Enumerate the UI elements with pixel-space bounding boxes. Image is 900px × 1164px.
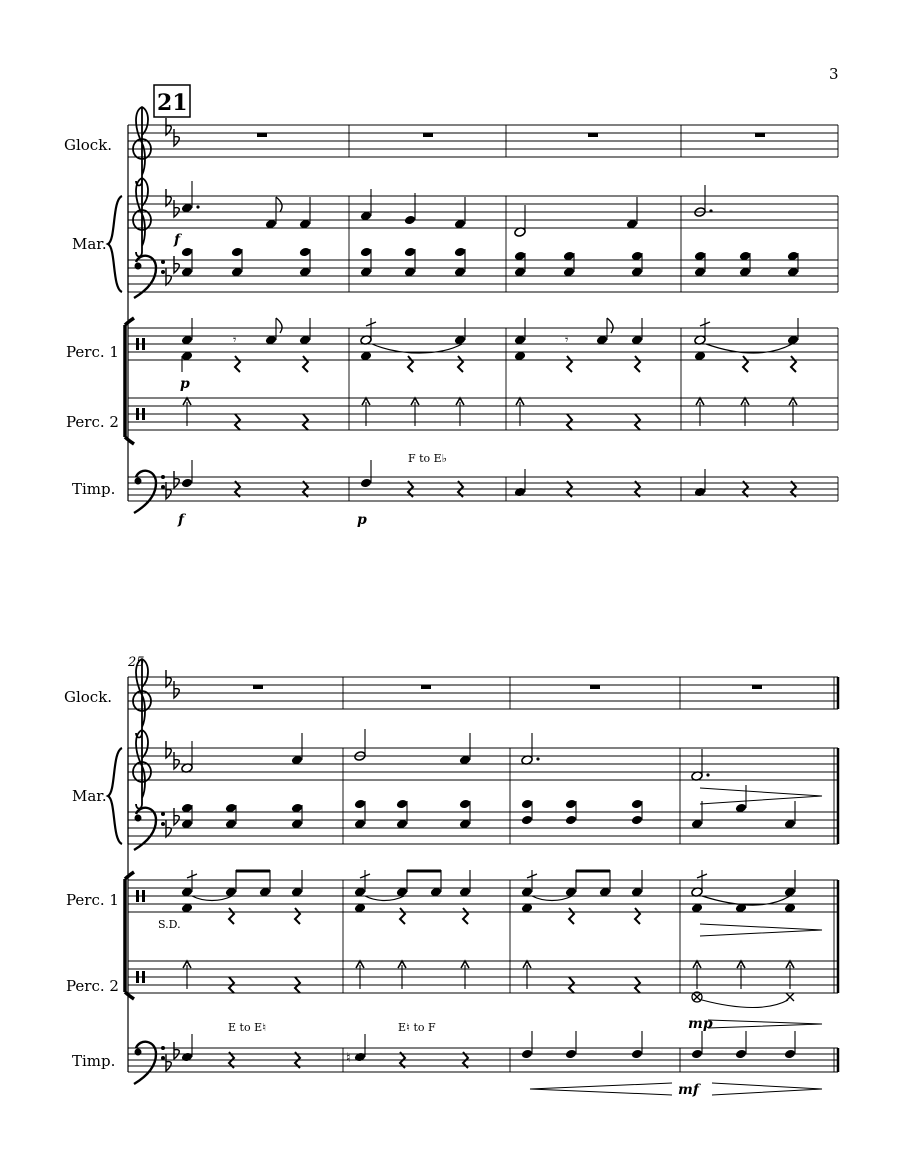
instrument-label-mar-2: Mar. [72,787,107,805]
timp-tuning-1: F to E♭ [408,452,447,465]
perc1-staff-2 [128,880,838,993]
perc-bracket-1 [125,318,134,444]
timp-notes-2 [181,1031,822,1095]
instrument-label-timp: Timp. [72,480,116,498]
system-1 [64,85,838,528]
dynamic-timp-m2: p [357,512,367,528]
rehearsal-mark: 21 [157,90,188,116]
glock-staff-1 [128,125,838,157]
dynamic-mar: f [174,232,181,248]
dynamic-perc2: mp [688,1016,713,1032]
perc-bracket-2 [125,872,134,999]
dynamic-perc1: p [180,376,190,392]
instrument-label-perc1: Perc. 1 [66,343,119,361]
instrument-label-perc2: Perc. 2 [66,413,119,431]
instrument-label-glock-2: Glock. [64,688,113,706]
perc2-notes-2 [183,961,822,1028]
mar-treble-staff-1 [128,196,838,292]
mar-bass-chords-2 [181,785,796,829]
perc2-staff-2 [128,961,838,993]
perc1-instrument-text: S.D. [158,918,181,931]
mar-brace-2 [108,748,122,844]
glock-staff-2 [128,677,838,709]
svg-text:𝄾: 𝄾 [565,333,569,348]
perc1-notes-1 [181,318,799,372]
mar-bass-staff-2 [128,812,838,844]
instrument-label-perc2-2: Perc. 2 [66,977,119,995]
svg-text:𝄾: 𝄾 [233,333,237,348]
dynamic-timp-2: mf [678,1082,699,1098]
instrument-label-mar: Mar. [72,235,107,253]
timp-tuning-2b: E♮ to F [398,1021,436,1034]
instrument-label-timp-2: Timp. [72,1052,116,1070]
system-2 [64,655,838,1098]
mar-bass-staff-1 [128,260,838,292]
mar-treble-staff-2 [128,748,838,844]
timp-staff-2 [128,1048,838,1072]
timp-notes-1 [181,460,796,497]
mar-bass-chords-1 [181,247,799,298]
mar-brace [108,196,122,292]
timp-tuning-2a: E to E♮ [228,1021,267,1034]
measure-number: 25 [128,655,145,670]
timp-staff-1 [128,477,838,501]
instrument-label-perc1-2: Perc. 1 [66,891,119,909]
instrument-label-glock: Glock. [64,136,113,154]
svg-text:♮: ♮ [346,1051,351,1066]
dynamic-timp-m1: f [178,512,185,528]
page-number: 3 [829,65,839,83]
